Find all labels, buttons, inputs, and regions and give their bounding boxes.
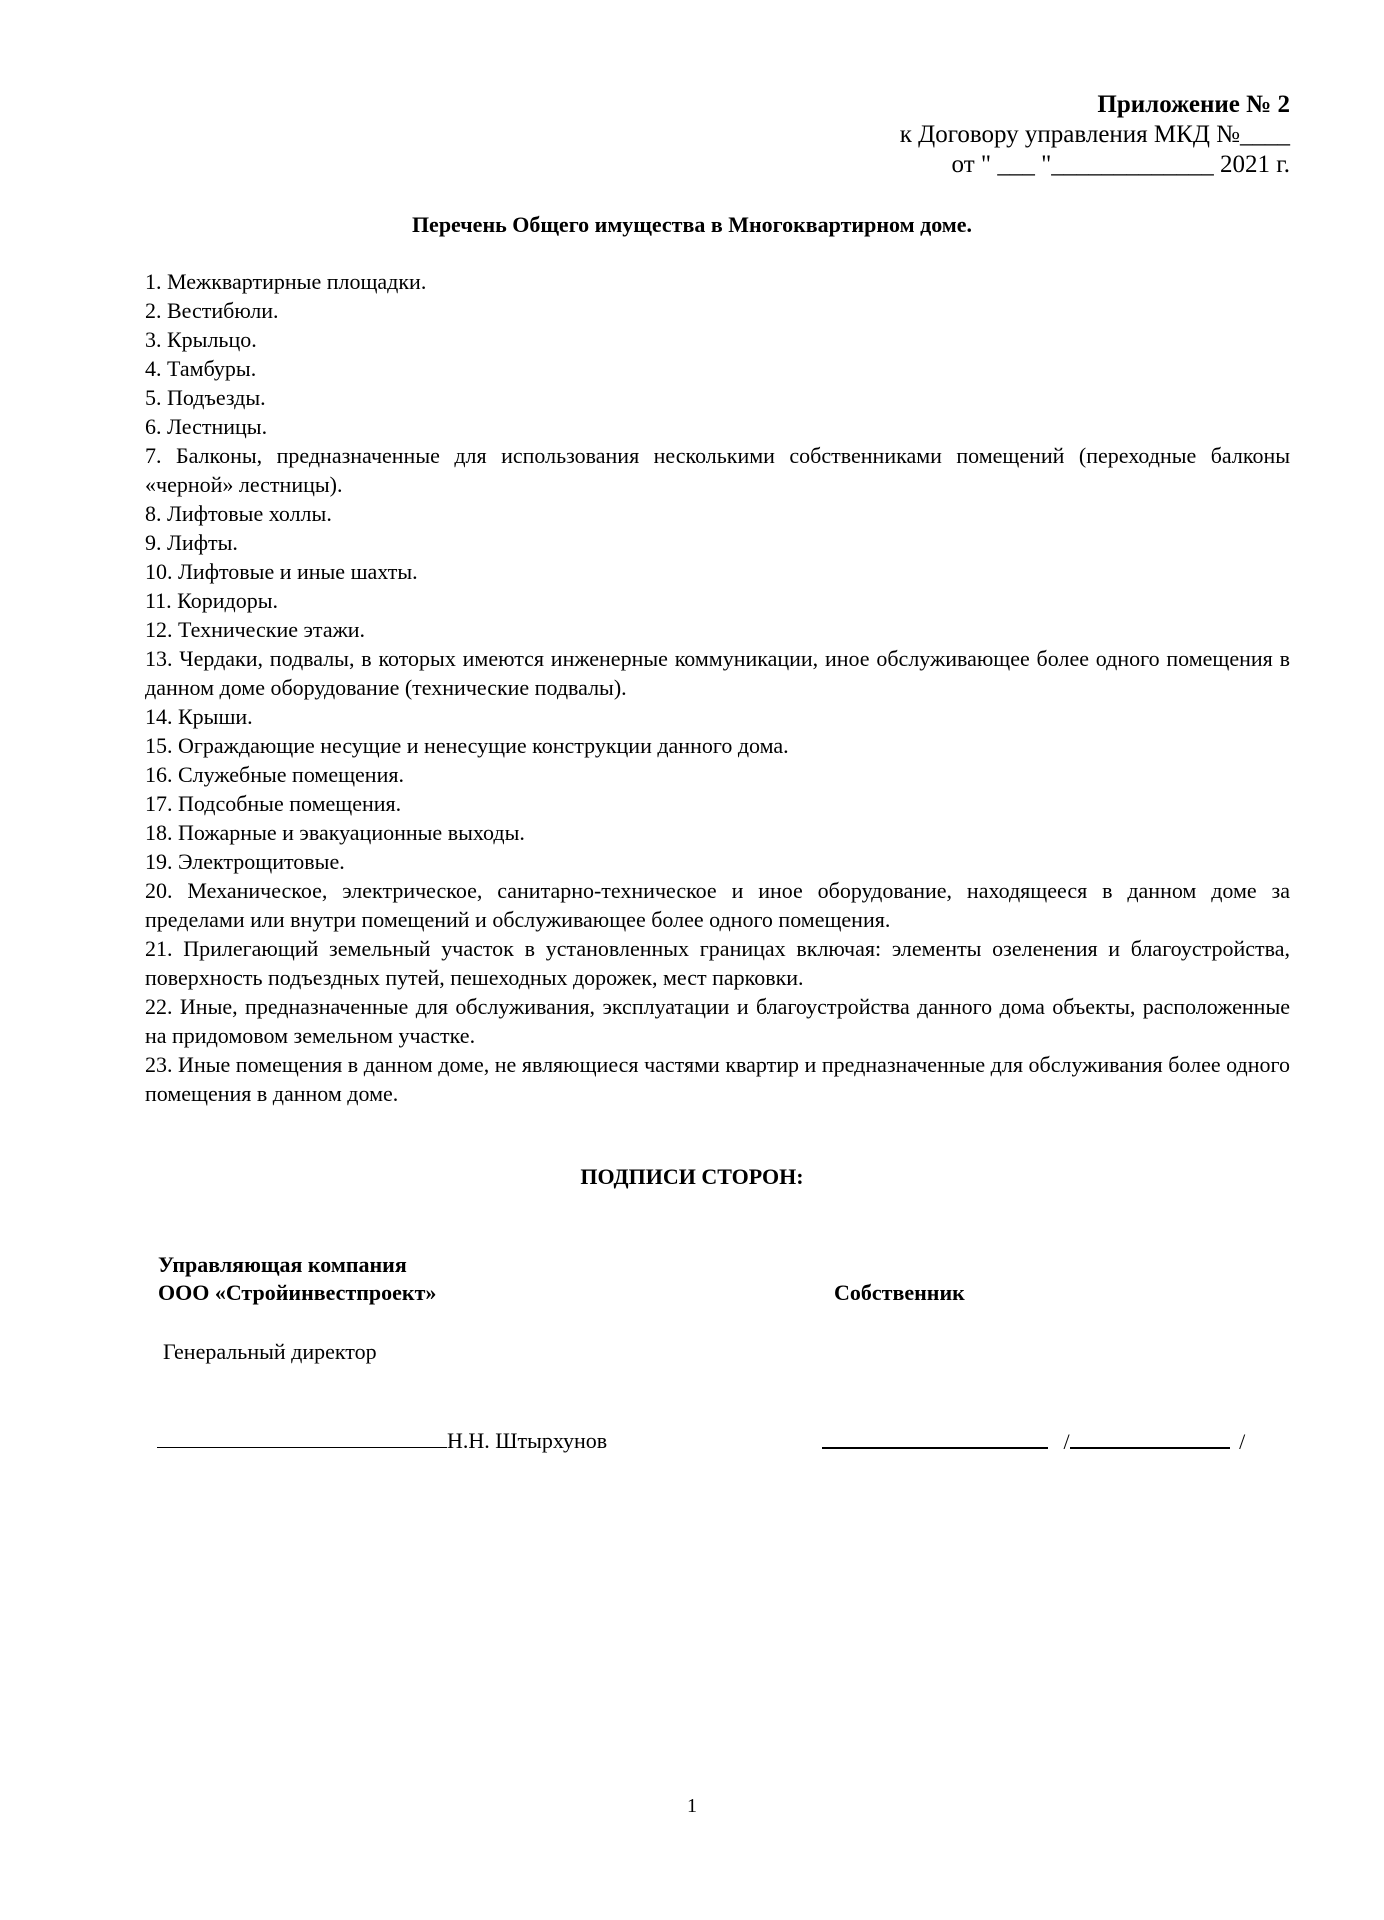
list-item: 11. Коридоры.	[145, 588, 279, 613]
list-item: 5. Подъезды.	[145, 385, 266, 410]
list-item: 13. Чердаки, подвалы, в которых имеются инженерные коммуникации, иное обслуживающее более одного помещения в данном доме оборудование (технические подвалы).	[145, 646, 1290, 700]
list-item: 17. Подсобные помещения.	[145, 791, 402, 816]
company-label: Управляющая компания	[158, 1252, 407, 1277]
list-item: 16. Служебные помещения.	[145, 762, 404, 787]
list-item: 18. Пожарные и эвакуационные выходы.	[145, 820, 525, 845]
owner-label: Собственник	[834, 1280, 965, 1305]
list-item: 8. Лифтовые холлы.	[145, 501, 332, 526]
list-item: 10. Лифтовые и иные шахты.	[145, 559, 418, 584]
list-item: 6. Лестницы.	[145, 414, 268, 439]
slash-separator: /	[1063, 1429, 1070, 1454]
director-name: Н.Н. Штырхунов	[447, 1428, 608, 1453]
property-list	[145, 267, 1290, 1108]
director-signature-line	[157, 1425, 607, 1455]
list-item: 22. Иные, предназначенные для обслуживания, эксплуатации и благоустройства данного дома объекты, расположенные на придомовом земельном участке.	[145, 994, 1290, 1048]
appendix-header	[900, 90, 1290, 180]
name-blank	[1070, 1425, 1230, 1449]
contract-reference: к Договору управления МКД №____	[899, 121, 1290, 148]
list-item: 4. Тамбуры.	[145, 356, 257, 381]
company-name: ООО «Стройинвестпроект»	[158, 1280, 437, 1305]
owner-signature-line	[822, 1425, 1245, 1456]
list-item: 3. Крыльцо.	[145, 327, 257, 352]
list-item: 12. Технические этажи.	[145, 617, 366, 642]
signature-blank	[822, 1425, 1048, 1449]
list-item: 15. Ограждающие несущие и ненесущие конструкции данного дома.	[145, 733, 789, 758]
slash-separator: /	[1239, 1429, 1246, 1454]
list-item: 7. Балконы, предназначенные для использования несколькими собственниками помещений (переходные балконы «черной» лестницы).	[145, 443, 1290, 497]
list-item: 14. Крыши.	[145, 704, 253, 729]
list-item: 19. Электрощитовые.	[145, 849, 345, 874]
signatures-heading: ПОДПИСИ СТОРОН:	[580, 1164, 804, 1189]
list-item: 20. Механическое, электрическое, санитарно-техническое и иное оборудование, находящееся в данном доме за пределами или внутри помещений и обслуживающее более одного помещения.	[145, 878, 1290, 932]
list-item: 1. Межквартирные площадки.	[145, 269, 427, 294]
appendix-number: Приложение № 2	[1097, 91, 1290, 118]
page-number: 1	[687, 1795, 697, 1817]
list-item: 2. Вестибюли.	[145, 298, 279, 323]
signature-blank	[157, 1425, 447, 1448]
document-title: Перечень Общего имущества в Многоквартирном доме.	[411, 212, 973, 237]
list-item: 23. Иные помещения в данном доме, не являющиеся частями квартир и предназначенные для обслуживания более одного помещения в данном доме.	[145, 1052, 1290, 1106]
list-item: 21. Прилегающий земельный участок в установленных границах включая: элементы озеленения и благоустройства, поверхность подъездных путей, пешеходных дорожек, мест парковки.	[145, 936, 1290, 990]
list-item: 9. Лифты.	[145, 530, 238, 555]
company-block	[158, 1251, 436, 1307]
director-title: Генеральный директор	[163, 1339, 377, 1364]
contract-date: от " ___ "_____________ 2021 г.	[951, 151, 1290, 178]
